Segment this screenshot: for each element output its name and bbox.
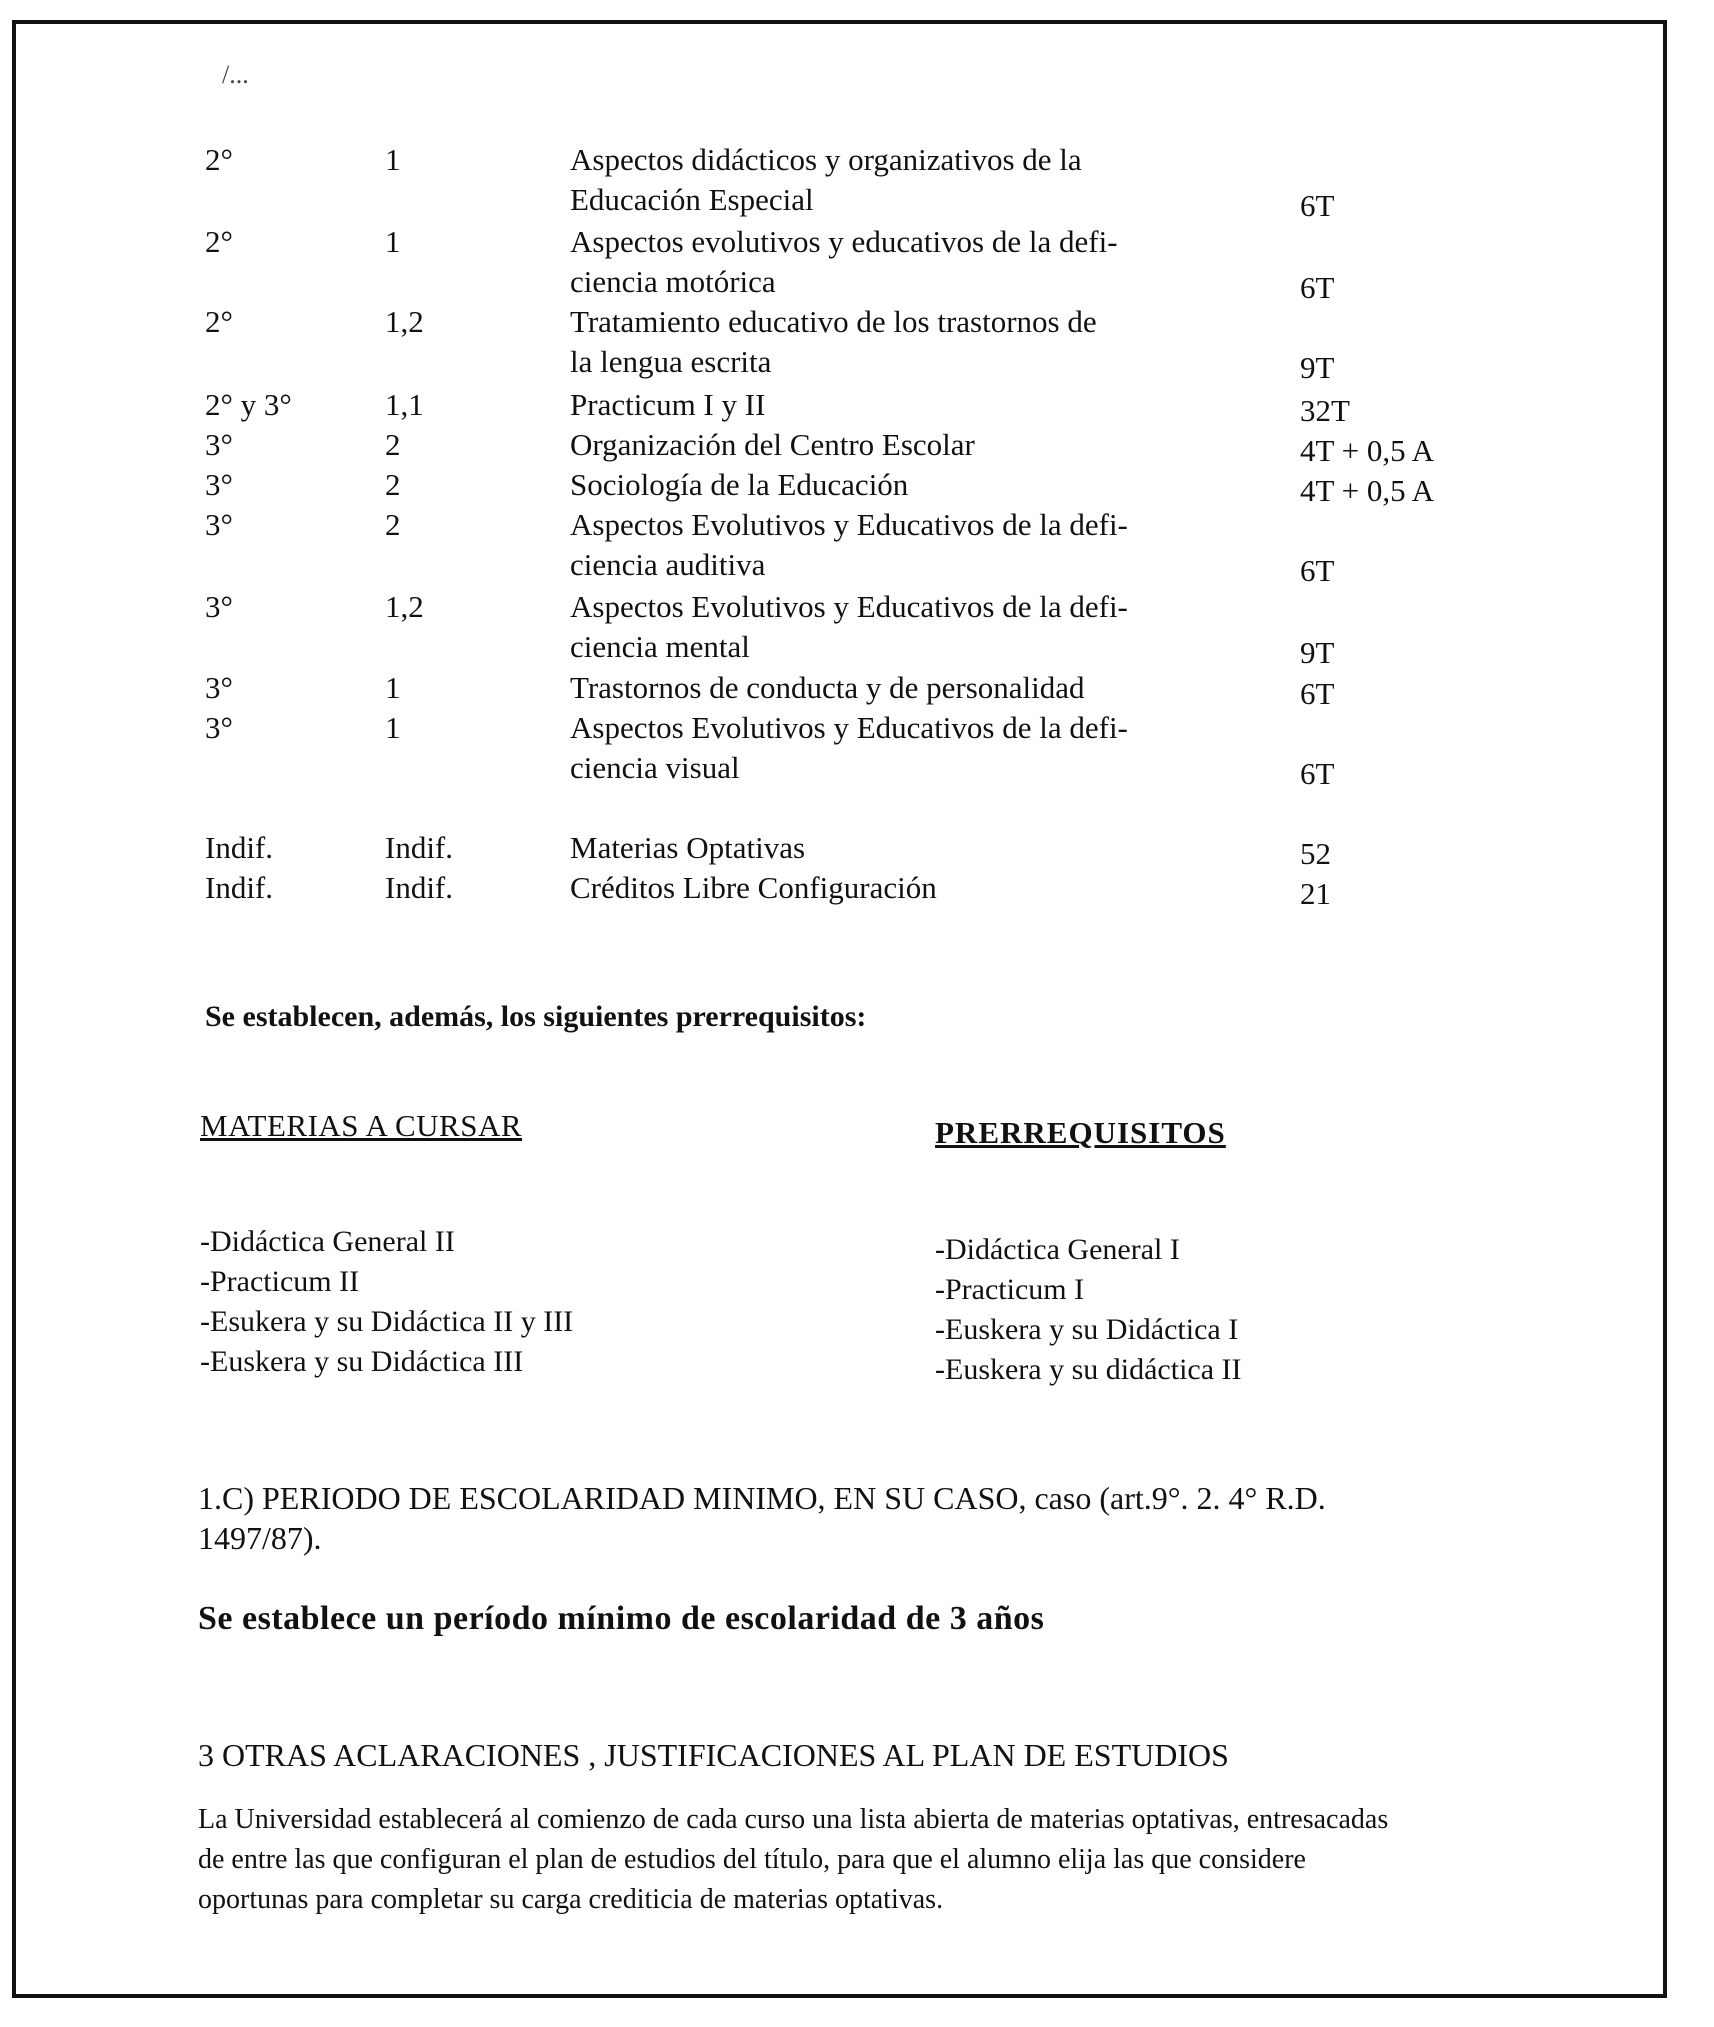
course-semester: 1,2 xyxy=(385,589,424,624)
course-year: 2° xyxy=(205,224,233,259)
course-credits: 21 xyxy=(1300,876,1331,911)
course-credits: 9T xyxy=(1300,350,1335,385)
subject-line: Aspectos Evolutivos y Educativos de la defi- xyxy=(570,710,1128,745)
subject-line: Sociología de la Educación xyxy=(570,467,909,502)
subject-line: Aspectos Evolutivos y Educativos de la defi- xyxy=(570,589,1128,624)
course-subject xyxy=(570,668,1085,708)
subject-line: ciencia auditiva xyxy=(570,547,766,582)
list-item: -Didáctica General I xyxy=(935,1233,1180,1266)
course-credits: 9T xyxy=(1300,635,1335,670)
materias-list xyxy=(200,1222,573,1382)
section-3-heading: 3 OTRAS ACLARACIONES , JUSTIFICACIONES AL PLAN DE ESTUDIOS xyxy=(198,1737,1229,1773)
prerrequisitos-heading: PRERREQUISITOS xyxy=(935,1115,1226,1150)
subject-line: Tratamiento educativo de los trastornos de xyxy=(570,304,1097,339)
section-1c-line2: 1497/87). xyxy=(198,1520,322,1556)
course-semester: Indif. xyxy=(385,830,454,865)
course-year: 2° xyxy=(205,304,233,339)
course-subject xyxy=(570,302,1097,382)
subject-line: Materias Optativas xyxy=(570,830,806,865)
subject-line: ciencia motórica xyxy=(570,264,776,299)
subject-line: la lengua escrita xyxy=(570,344,772,379)
course-subject xyxy=(570,425,975,465)
course-subject xyxy=(570,587,1128,667)
section-1c-heading xyxy=(198,1478,1326,1558)
course-semester: 2 xyxy=(385,467,401,502)
subject-line: Aspectos Evolutivos y Educativos de la defi- xyxy=(570,507,1128,542)
subject-line: ciencia mental xyxy=(570,629,750,664)
course-credits: 6T xyxy=(1300,553,1335,588)
course-year: Indif. xyxy=(205,830,274,865)
course-credits: 4T + 0,5 A xyxy=(1300,473,1435,508)
paragraph-line: oportunas para completar su carga crediticia de materias optativas. xyxy=(198,1884,944,1915)
subject-line: Organización del Centro Escolar xyxy=(570,427,975,462)
course-subject xyxy=(570,708,1128,788)
course-semester: 1 xyxy=(385,142,401,177)
course-subject xyxy=(570,868,937,908)
list-item: -Didáctica General II xyxy=(200,1225,455,1258)
course-credits: 32T xyxy=(1300,393,1350,428)
course-credits: 6T xyxy=(1300,676,1335,711)
course-year: 3° xyxy=(205,589,233,624)
subject-line: Practicum I y II xyxy=(570,387,766,422)
course-subject xyxy=(570,505,1128,585)
course-credits: 6T xyxy=(1300,756,1335,791)
course-semester: 1,2 xyxy=(385,304,424,339)
course-semester: Indif. xyxy=(385,870,454,905)
course-semester: 1,1 xyxy=(385,387,424,422)
course-year: 3° xyxy=(205,507,233,542)
prerrequisitos-list xyxy=(935,1230,1242,1390)
course-semester: 1 xyxy=(385,224,401,259)
subject-line: Trastornos de conducta y de personalidad xyxy=(570,670,1085,705)
list-item: -Euskera y su didáctica II xyxy=(935,1353,1242,1386)
minimum-period: Se establece un período mínimo de escolaridad de 3 años xyxy=(198,1600,1045,1637)
course-year: 3° xyxy=(205,467,233,502)
subject-line: Aspectos didácticos y organizativos de la xyxy=(570,142,1082,177)
course-subject xyxy=(570,465,908,505)
materias-heading: MATERIAS A CURSAR xyxy=(200,1108,523,1143)
course-subject xyxy=(570,385,765,425)
prereq-intro: Se establecen, además, los siguientes prerrequisitos: xyxy=(205,1000,867,1033)
course-semester: 2 xyxy=(385,507,401,542)
course-semester: 1 xyxy=(385,670,401,705)
list-item: -Esukera y su Didáctica II y III xyxy=(200,1305,574,1338)
course-year: 3° xyxy=(205,670,233,705)
course-credits: 4T + 0,5 A xyxy=(1300,433,1435,468)
subject-line: ciencia visual xyxy=(570,750,740,785)
course-credits: 52 xyxy=(1300,836,1331,871)
course-year: 3° xyxy=(205,427,233,462)
course-year: 2° y 3° xyxy=(205,387,292,422)
list-item: -Euskera y su Didáctica III xyxy=(200,1345,524,1378)
course-year: Indif. xyxy=(205,870,274,905)
paragraph-line: La Universidad establecerá al comienzo de cada curso una lista abierta de materias optativas, entresacadas xyxy=(198,1804,1389,1835)
subject-line: Aspectos evolutivos y educativos de la defi- xyxy=(570,224,1118,259)
course-semester: 2 xyxy=(385,427,401,462)
paragraph-line: de entre las que configuran el plan de estudios del título, para que el alumno elija las que considere xyxy=(198,1844,1306,1875)
subject-line: Créditos Libre Configuración xyxy=(570,870,937,905)
course-year: 3° xyxy=(205,710,233,745)
course-subject xyxy=(570,140,1082,220)
course-subject xyxy=(570,828,805,868)
page-mark: /... xyxy=(222,60,249,89)
closing-paragraph xyxy=(198,1800,1668,1920)
section-1c-line1: 1.C) PERIODO DE ESCOLARIDAD MINIMO, EN SU CASO, caso (art.9°. 2. 4° R.D. xyxy=(198,1480,1326,1516)
subject-line: Educación Especial xyxy=(570,182,814,217)
course-semester: 1 xyxy=(385,710,401,745)
course-credits: 6T xyxy=(1300,188,1335,223)
list-item: -Euskera y su Didáctica I xyxy=(935,1313,1239,1346)
course-subject xyxy=(570,222,1118,302)
list-item: -Practicum I xyxy=(935,1273,1085,1306)
course-year: 2° xyxy=(205,142,233,177)
list-item: -Practicum II xyxy=(200,1265,360,1298)
course-credits: 6T xyxy=(1300,270,1335,305)
